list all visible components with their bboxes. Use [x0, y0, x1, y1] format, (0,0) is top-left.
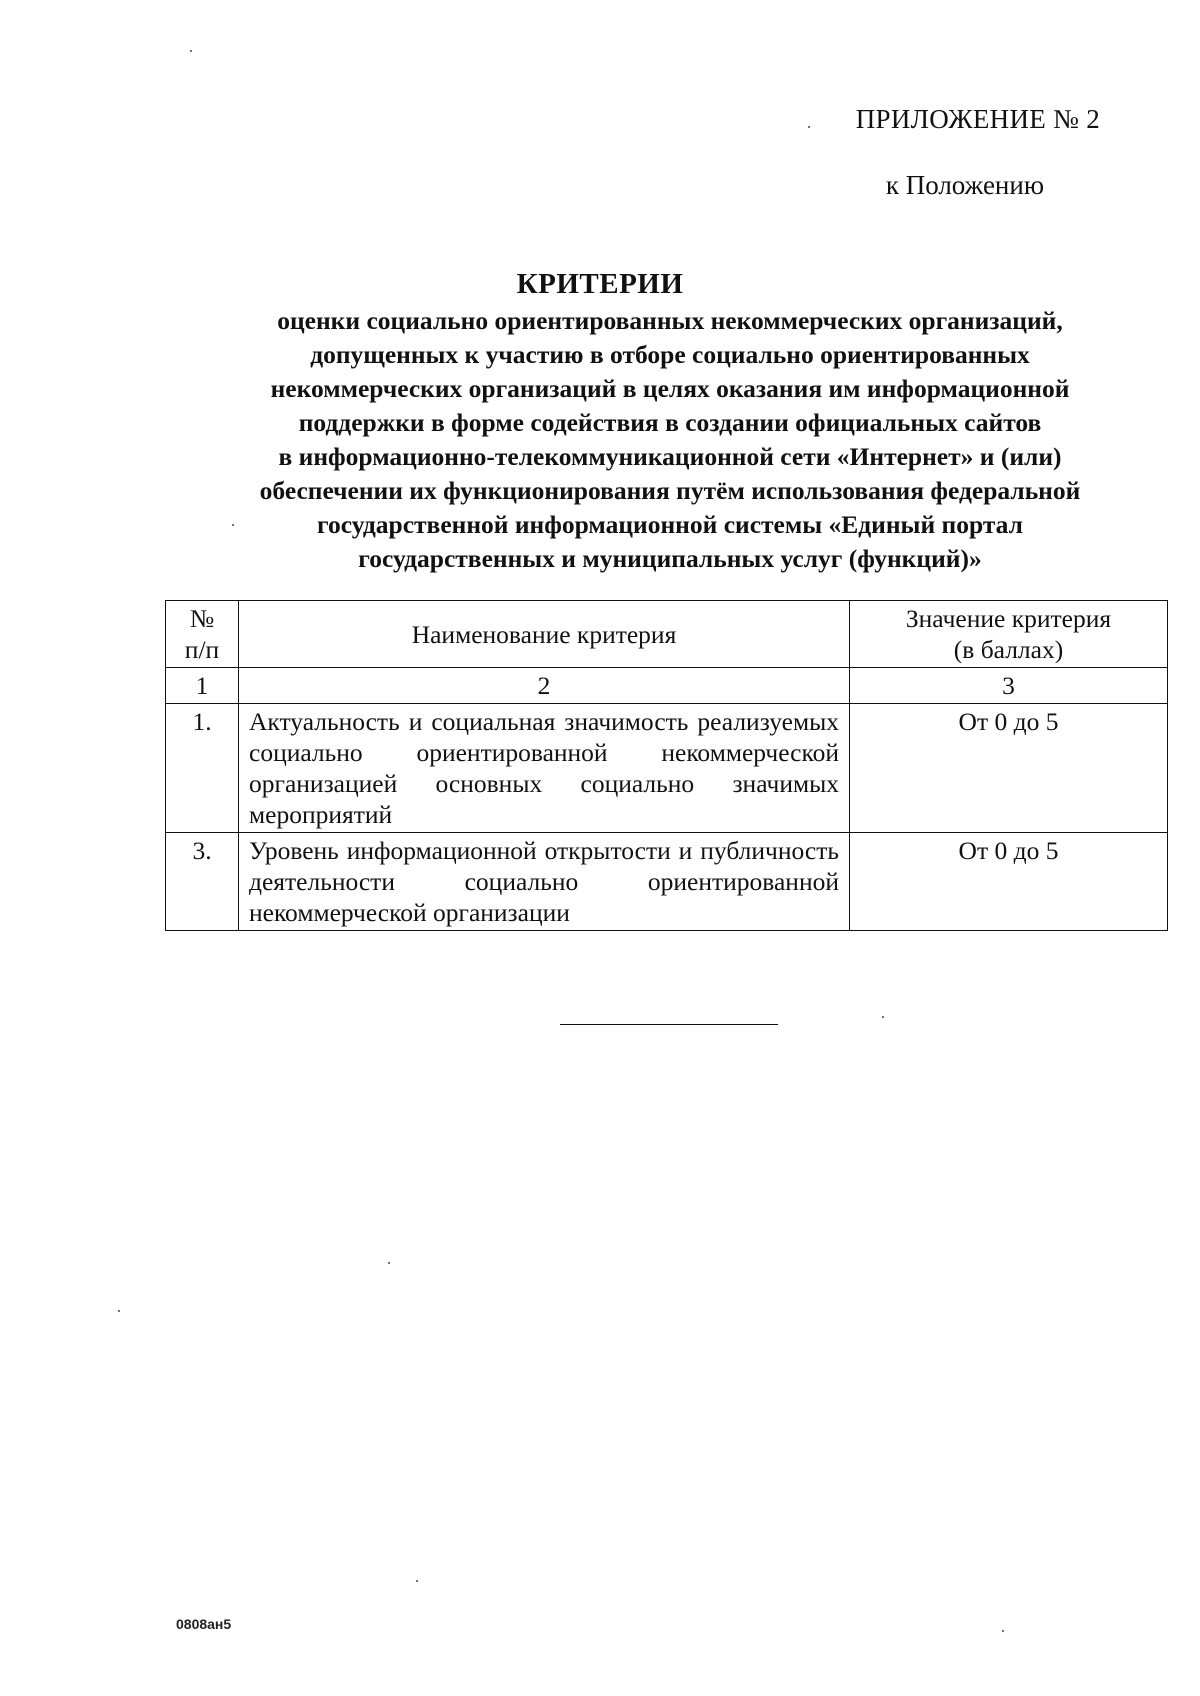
scan-speck	[808, 126, 810, 128]
column-number-row	[166, 668, 1168, 704]
column-number: 1	[166, 668, 239, 704]
annex-title: ПРИЛОЖЕНИЕ № 2	[855, 104, 1100, 134]
header-value-label: Значение критерия	[905, 604, 1112, 633]
subtitle-line: некоммерческих организаций в целях оказания им информационной	[270, 374, 1070, 403]
header-number-sign: №	[189, 604, 215, 633]
header-criterion-value	[850, 601, 1168, 668]
scan-speck	[882, 1016, 884, 1018]
column-number: 2	[239, 668, 850, 704]
scan-speck	[118, 1310, 120, 1312]
column-number: 3	[850, 668, 1168, 704]
regulation-reference: к Положению	[885, 170, 1044, 200]
row-number: 1.	[166, 704, 239, 833]
subtitle-line: допущенных к участию в отборе социально ориентированных	[310, 340, 1030, 369]
document-subtitle	[150, 304, 1190, 576]
scan-speck	[416, 1580, 418, 1582]
row-number: 3.	[166, 833, 239, 931]
criterion-value: От 0 до 5	[850, 833, 1168, 931]
scan-speck	[1002, 1630, 1004, 1632]
table-row	[166, 833, 1168, 931]
criterion-name: Актуальность и социальная значимость реализуемых социально ориентированной некоммерческой организацией основных социально значимых мероприятий	[239, 704, 850, 833]
header-number-abbr: п/п	[184, 635, 220, 664]
subtitle-line: государственной информационной системы «Единый портал	[317, 510, 1023, 539]
header-criterion-name: Наименование критерия	[239, 601, 850, 668]
subtitle-line: в информационно-телекоммуникационной сети «Интернет» и (или)	[278, 442, 1062, 471]
subtitle-line: государственных и муниципальных услуг (функций)»	[358, 544, 982, 573]
document-title: КРИТЕРИИ	[516, 268, 684, 300]
scan-speck	[388, 1262, 390, 1264]
criteria-table	[165, 600, 1168, 931]
header-number	[166, 601, 239, 668]
header-value-unit: (в баллах)	[953, 635, 1064, 664]
end-of-document-line	[560, 1024, 778, 1025]
document-code: 0808ан5	[176, 1616, 232, 1632]
table-header-row	[166, 601, 1168, 668]
scan-speck	[232, 524, 234, 526]
subtitle-line: обеспечении их функционирования путём использования федеральной	[259, 476, 1081, 505]
criterion-name: Уровень информационной открытости и публичность деятельности социально ориентированной некоммерческой организации	[239, 833, 850, 931]
subtitle-line: оценки социально ориентированных некоммерческих организаций,	[277, 306, 1063, 335]
scan-speck	[190, 50, 192, 52]
subtitle-line: поддержки в форме содействия в создании официальных сайтов	[298, 408, 1042, 437]
table-row	[166, 704, 1168, 833]
criterion-value: От 0 до 5	[850, 704, 1168, 833]
